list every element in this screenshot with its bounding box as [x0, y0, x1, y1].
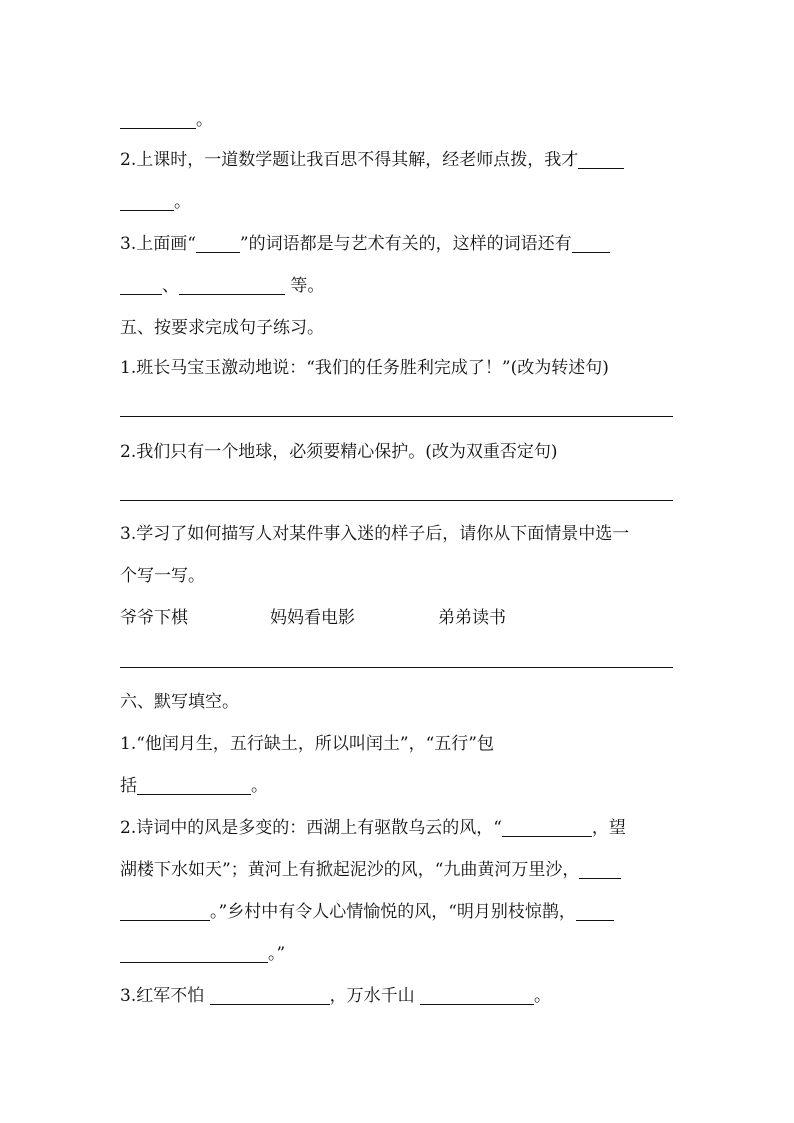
section-5-question-3: 3.学习了如何描写人对某件事入迷的样子后，请你从下面情景中选一	[120, 524, 630, 544]
section-6-question-2-line4	[120, 942, 680, 966]
section-6-question-2	[120, 816, 680, 840]
question-text: 3.上面画“	[120, 234, 196, 254]
question-text: 2.上课时，一道数学题让我百思不得其解，经老师点拨，我才	[120, 150, 579, 170]
section-6-question-1-cont	[120, 774, 680, 798]
section-6-question-2-line3	[120, 900, 680, 924]
answer-line[interactable]	[120, 667, 673, 668]
section-5-heading: 五、按要求完成句子练习。	[120, 318, 324, 338]
question-text: ，万水千山	[329, 986, 421, 1006]
answer-blank[interactable]	[120, 276, 162, 295]
question-text: 湖楼下水如天”；黄河上有掀起泥沙的风，“九曲黄河万里沙，	[120, 860, 580, 880]
answer-blank[interactable]	[210, 986, 330, 1005]
option-item: 妈妈看电影	[270, 608, 355, 628]
period: 。	[196, 110, 213, 130]
section-6-question-3	[120, 984, 680, 1008]
answer-blank[interactable]	[120, 902, 210, 921]
answer-line[interactable]	[120, 500, 673, 501]
answer-blank[interactable]	[196, 234, 240, 253]
answer-blank[interactable]	[420, 986, 534, 1005]
option-item: 爷爷下棋	[120, 608, 188, 628]
answer-blank[interactable]	[120, 110, 196, 129]
period: 。	[534, 986, 552, 1006]
section-6-heading: 六、默写填空。	[120, 692, 239, 712]
answer-blank[interactable]	[579, 860, 621, 879]
question-text: ”的词语都是与艺术有关的，这样的词语还有	[239, 234, 572, 254]
fill-question-3	[120, 232, 680, 256]
question-text: 。”乡村中有令人心情愉悦的风，“明月别枝惊鹊，	[210, 902, 576, 922]
fill-question-2	[120, 148, 680, 172]
answer-blank[interactable]	[120, 192, 174, 211]
answer-blank[interactable]	[120, 944, 268, 963]
answer-blank[interactable]	[578, 150, 624, 169]
previous-answer-line	[120, 108, 680, 132]
answer-line[interactable]	[120, 416, 673, 417]
period: 。”	[268, 944, 286, 964]
question-text: ，望	[591, 818, 626, 838]
section-6-question-2-line2	[120, 858, 680, 882]
section-6-question-1: 1.“他闰月生，五行缺土，所以叫闰土”，“五行”包	[120, 734, 494, 754]
answer-blank[interactable]	[576, 902, 614, 921]
section-5-question-3-cont: 个写一写。	[120, 566, 205, 586]
fill-question-2-cont	[120, 190, 680, 214]
answer-blank[interactable]	[179, 276, 285, 295]
question-text: 等。	[285, 276, 325, 296]
separator: 、	[162, 276, 179, 296]
answer-blank[interactable]	[137, 776, 251, 795]
question-text: 3.红军不怕	[120, 986, 210, 1006]
section-5-question-2: 2.我们只有一个地球，必须要精心保护。(改为双重否定句)	[120, 442, 558, 462]
period: 。	[174, 192, 191, 212]
section-5-question-1: 1.班长马宝玉激动地说：“我们的任务胜利完成了！”(改为转述句)	[120, 358, 609, 378]
option-item: 弟弟读书	[438, 608, 506, 628]
answer-blank[interactable]	[502, 818, 592, 837]
answer-blank[interactable]	[572, 234, 610, 253]
question-text: 2.诗词中的风是多变的：西湖上有驱散乌云的风，“	[120, 818, 502, 838]
question-text: 括	[120, 776, 137, 796]
period: 。	[251, 776, 268, 796]
fill-question-3-cont	[120, 274, 680, 298]
